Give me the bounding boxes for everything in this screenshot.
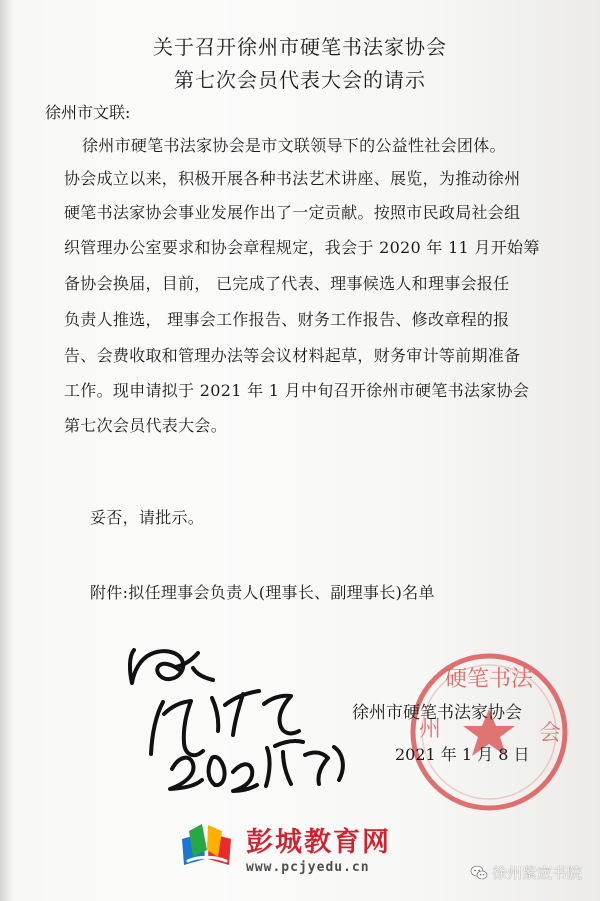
wechat-icon — [470, 864, 488, 882]
body-line-5: 备协会换届，目前， 已完成了代表、理事候选人和理事会报任 — [64, 274, 510, 293]
document-title-line-2: 第七次会员代表大会的请示 — [174, 68, 426, 92]
book-logo-icon — [178, 823, 236, 867]
handwritten-signature — [120, 640, 360, 800]
body-line-1: 徐州市硬笔书法家协会是市文联领导下的公益性社会团体。 — [82, 136, 506, 155]
site-watermark-logo — [178, 815, 391, 885]
attachment-line: 附件:拟任理事会负责人(理事长、副理事长)名单 — [90, 583, 435, 602]
document-title-line-1: 关于召开徐州市硬笔书法家协会 — [153, 35, 447, 59]
svg-text:会: 会 — [538, 721, 562, 746]
salutation: 徐州市文联: — [45, 103, 131, 122]
body-line-9: 第七次会员代表大会。 — [64, 416, 228, 435]
issuing-organization: 徐州市硬笔书法家协会 — [352, 703, 522, 723]
body-line-7: 告、会费收取和管理办法等会议材料起草，财务审计等前期准备 — [64, 346, 521, 365]
red-seal-stamp — [405, 648, 573, 816]
body-line-6: 负责人推选， 理事会工作报告、财务工作报告、修改章程的报 — [64, 310, 510, 329]
svg-text:硬笔书法: 硬笔书法 — [444, 667, 534, 692]
svg-text:州: 州 — [418, 717, 442, 742]
body-line-3: 硬笔书法家协会事业发展作出了一定贡献。按照市民政局社会组 — [64, 203, 521, 222]
body-line-2: 协会成立以来，积极开展各种书法艺术讲座、展览，为推动徐州 — [64, 169, 521, 188]
site-watermark-title: 彭城教育网 — [246, 827, 391, 858]
site-watermark-url: www.pcjyedu.cn — [246, 860, 370, 875]
body-line-4: 织管理办公室要求和协会章程规定，我会于 2020 年 11 月开始筹 — [64, 238, 540, 257]
issue-date: 2021 年 1 月 8 日 — [395, 745, 530, 764]
body-line-8: 工作。现申请拟于 2021 年 1 月中旬召开徐州市硬笔书法家协会 — [64, 381, 530, 400]
closing-request: 妥否，请批示。 — [90, 508, 205, 527]
page-shadow — [0, 0, 14, 901]
wechat-account-name: 徐州紫宬书院 — [492, 864, 583, 882]
